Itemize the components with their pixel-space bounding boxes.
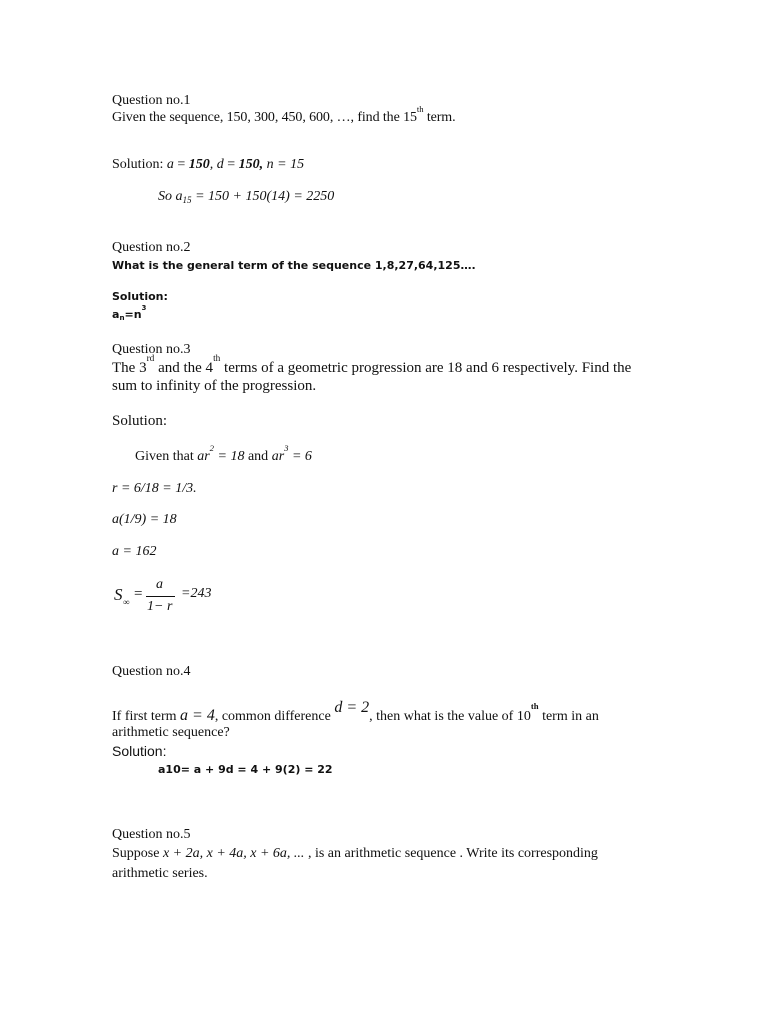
q2-title: Question no.2 <box>112 240 191 255</box>
q4-answer: a10= a + 9d = 4 + 9(2) = 22 <box>158 763 333 776</box>
q3-step-a19: a(1/9) = 18 <box>112 512 177 527</box>
q3-given: Given that $ar^2 = 18$ and $ar^3 = 6$ <box>135 443 312 464</box>
q4-question-line1: If first term a = 4, common difference d = 2, then what is the value of 10th term in an <box>112 699 599 724</box>
q3-question-line2: sum to infinity of the progression. <box>112 378 317 394</box>
q4-solution-label: Solution: <box>112 743 167 759</box>
q3-sinf-result: =243 <box>181 586 212 601</box>
q3-sinf-subscript: ∞ <box>123 597 130 607</box>
q3-question-line1: The 3rd and the 4th terms of a geometric progression are 18 and 6 respectively. Find the <box>112 354 632 376</box>
q3-step-a: a = 162 <box>112 544 157 559</box>
q5-title: Question no.5 <box>112 827 191 842</box>
q3-sinf-numerator: a <box>156 577 163 592</box>
q3-step-r: r = 6/18 = 1/3. <box>112 481 197 496</box>
q4-title: Question no.4 <box>112 664 191 679</box>
q2-answer: $a_n=n^3$ <box>112 303 147 323</box>
q3-sinf-symbol: S <box>114 585 123 604</box>
q2-question: What is the general term of the sequence 1,8,27,64,125…. <box>112 259 476 272</box>
q3-solution-label: Solution: <box>112 413 168 429</box>
q3-title: Question no.3 <box>112 342 191 357</box>
q5-question-line1: Suppose x + 2a, x + 4a, x + 6a, ... , is an arithmetic sequence . Write its corresponding <box>112 846 598 861</box>
q1-step: So $a_{15} = 150 + 150(14) = 2250$ <box>158 189 335 205</box>
q1-title: Question no.1 <box>112 93 191 108</box>
q3-sinf-equals: = <box>134 586 143 602</box>
q3-sinf-denominator: 1− r <box>147 599 173 614</box>
q1-question: Given the sequence, 150, 300, 450, 600, …, find the 15th term. <box>112 104 456 125</box>
q1-solution: Solution: a = 150, d = 150, n = 15 <box>112 157 305 172</box>
q4-question-line2: arithmetic sequence? <box>112 725 230 740</box>
q5-question-line2: arithmetic series. <box>112 866 208 881</box>
q2-solution-label: Solution: <box>112 290 168 303</box>
q3-fraction-bar <box>146 596 175 597</box>
